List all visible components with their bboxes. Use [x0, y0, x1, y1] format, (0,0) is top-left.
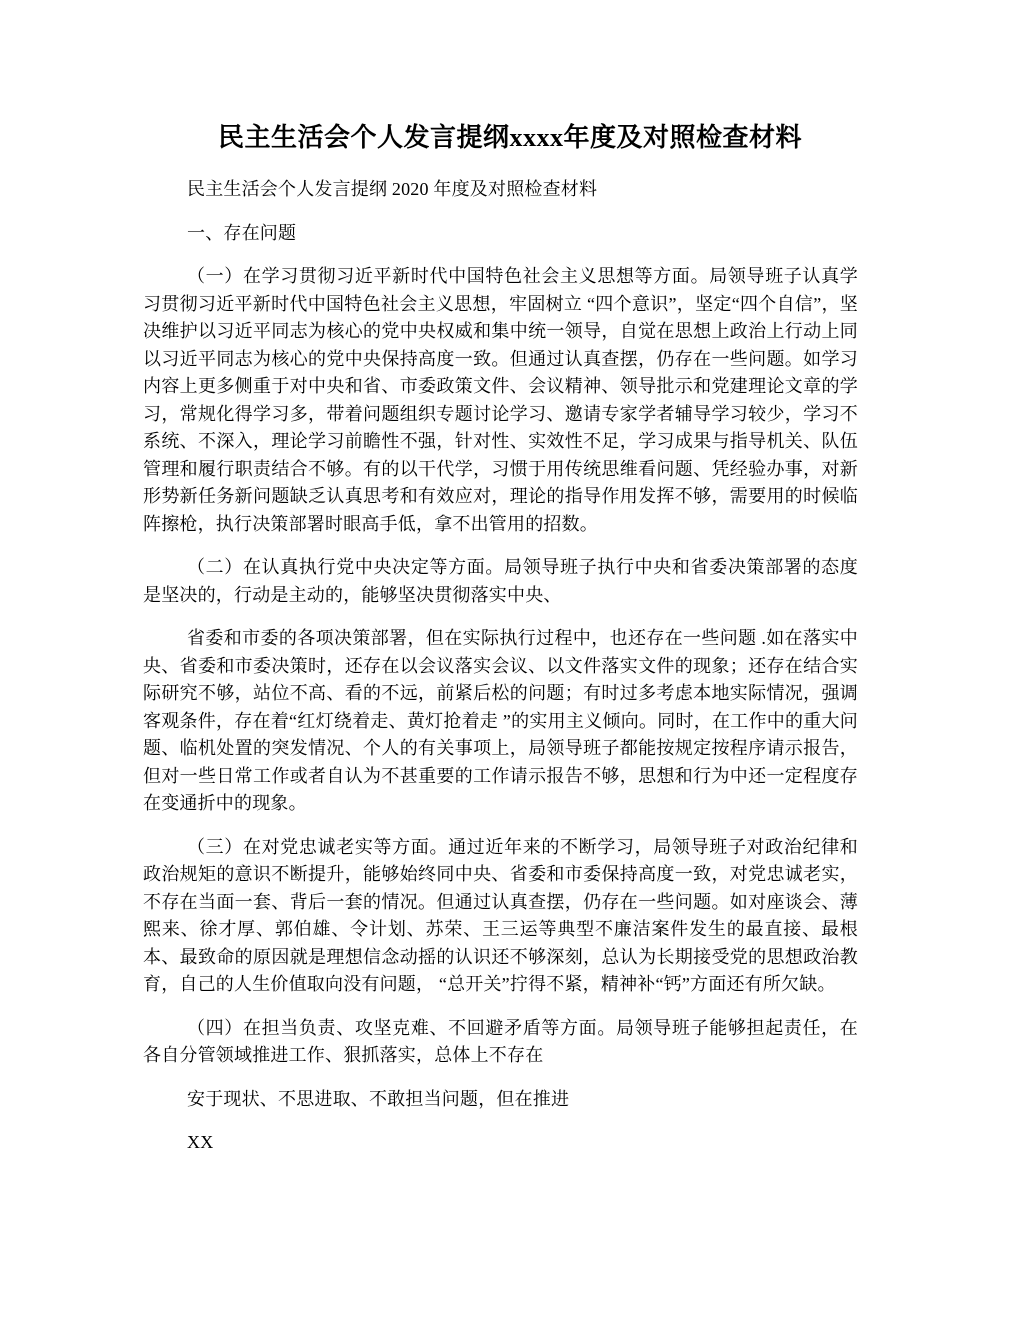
paragraph-item-1: （一）在学习贯彻习近平新时代中国特色社会主义思想等方面。局领导班子认真学习贯彻习近平新时代中国特色社会主义思想，牢固树立 “四个意识”，坚定“四个自信”，坚决维护以习近平同志为核心的党中央权威和集中统一领导，自觉在思想上政治上行动上同以习近平同志为核心的党中央保持高度一致。但通过认真查摆，仍存在一些问题。如学习内容上更多侧重于对中央和省、市委政策文件、会议精神、领导批示和党建理论文章的学习，常规化得学习多，带着问题组织专题讨论学习、邀请专家学者辅导学习较少，学习不系统、不深入，理论学习前瞻性不强，针对性、实效性不足，学习成果与指导机关、队伍管理和履行职责结合不够。有的以干代学，习惯于用传统思维看问题、凭经验办事，对新形势新任务新问题缺乏认真思考和有效应对，理论的指导作用发挥不够，需要用的时候临阵擦枪，执行决策部署时眼高手低，拿不出管用的招数。	[143, 266, 858, 534]
document-body	[143, 176, 858, 1157]
paragraph-xx: XX	[187, 1132, 214, 1152]
paragraph-subtitle: 民主生活会个人发言提纲 2020 年度及对照检查材料	[187, 179, 598, 199]
paragraph-item-4: （四）在担当负责、攻坚克难、不回避矛盾等方面。局领导班子能够担起责任，在各自分管领域推进工作、狠抓落实，总体上不存在	[143, 1017, 858, 1065]
section-heading-issues: 一、存在问题	[187, 222, 297, 243]
paragraph-item-2: （二）在认真执行党中央决定等方面。局领导班子执行中央和省委决策部署的态度是坚决的，行动是主动的，能够坚决贯彻落实中央、	[143, 557, 858, 605]
paragraph-item-2-cont: 省委和市委的各项决策部署，但在实际执行过程中，也还存在一些问题 .如在落实中央、省委和市委决策时，还存在以会议落实会议、以文件落实文件的现象；还存在结合实际研究不够，站位不高、看的不远，前紧后松的问题；有时过多考虑本地实际情况，强调客观条件，存在着“红灯绕着走、黄灯抢着走 ”的实用主义倾向。同时，在工作中的重大问题、临机处置的突发情况、个人的有关事项上，局领导班子都能按规定按程序请示报告，但对一些日常工作或者自认为不甚重要的工作请示报告不够，思想和行为中还一定程度存在变通折中的现象。	[143, 628, 858, 813]
paragraph-item-3: （三）在对党忠诚老实等方面。通过近年来的不断学习，局领导班子对政治纪律和政治规矩的意识不断提升，能够始终同中央、省委和市委保持高度一致，对党忠诚老实，不存在当面一套、背后一套的情况。但通过认真查摆，仍存在一些问题。如对座谈会、薄熙来、徐才厚、郭伯雄、令计划、苏荣、王三运等典型不廉洁案件发生的最直接、最根本、最致命的原因就是理想信念动摇的认识还不够深刻，总认为长期接受党的思想政治教育，自己的人生价值取向没有问题， “总开关”拧得不紧，精神补“钙”方面还有所欠缺。	[143, 836, 858, 994]
paragraph-item-4-cont: 安于现状、不思进取、不敢担当问题，但在推进	[187, 1088, 570, 1109]
document-title: 民主生活会个人发言提纲xxxx年度及对照检查材料	[217, 123, 802, 152]
